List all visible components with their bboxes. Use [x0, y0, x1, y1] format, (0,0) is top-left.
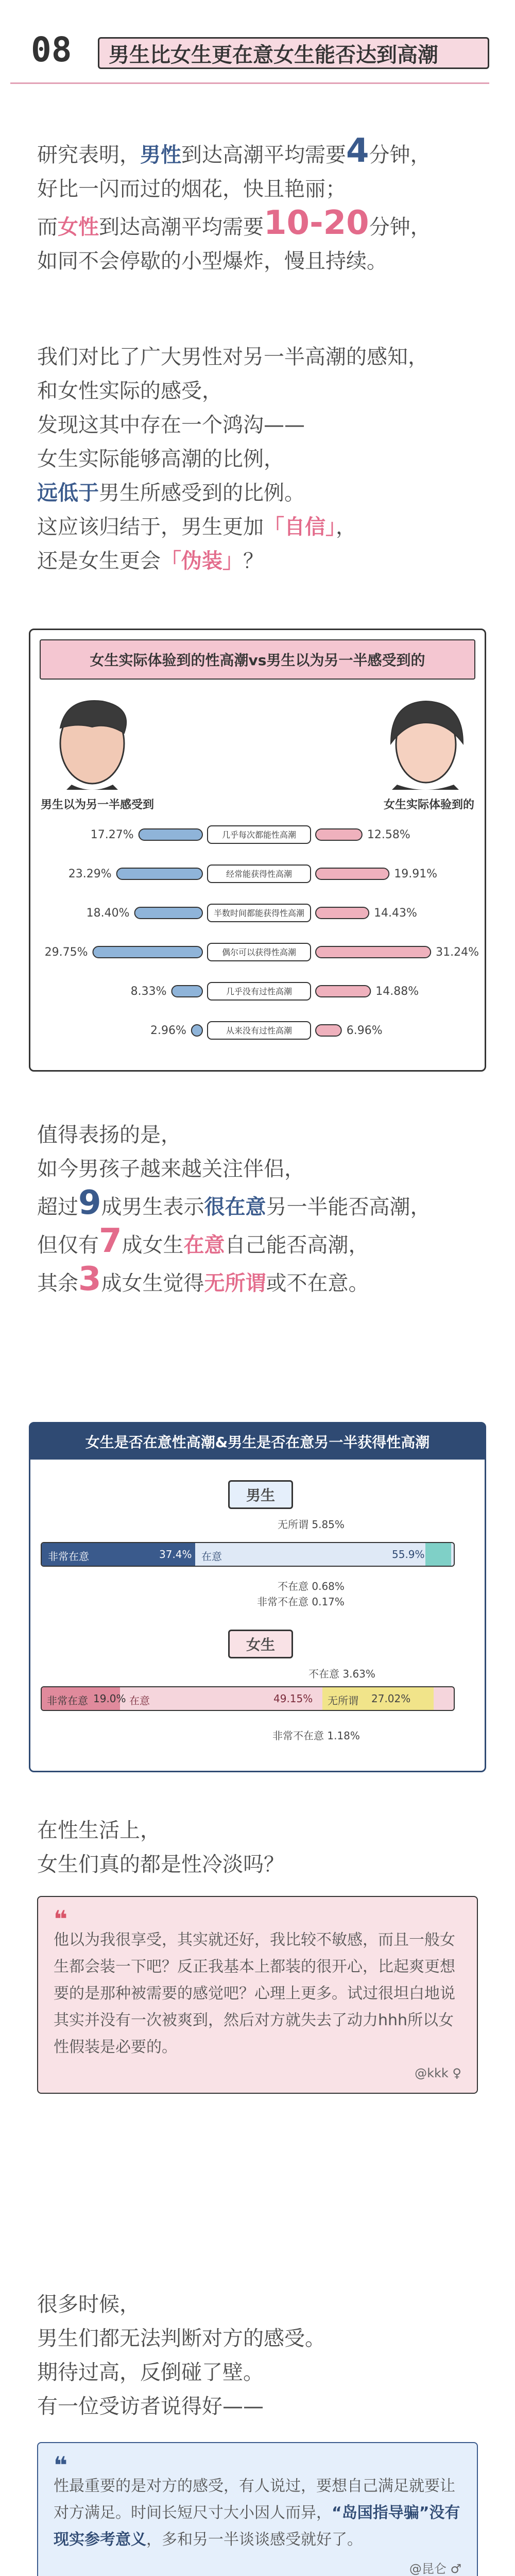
quote-card-female [37, 1896, 478, 2094]
intro-text: 如同不会停歇的小型爆炸，慢且持续。 [37, 249, 387, 273]
paragraph-text: 和女性实际的感受， [37, 379, 222, 403]
male-face-icon [60, 701, 126, 790]
paragraph-text: 成女生 [122, 1233, 184, 1257]
female-indifferent-label: 无所谓 [328, 1694, 358, 1707]
female-care-bar [41, 1686, 455, 1711]
paragraph-text: ？ [243, 549, 264, 573]
section-title: 男生比女生更在意女生能否达到高潮 [109, 43, 438, 67]
quote-author: @kkk ♀ [415, 2066, 461, 2080]
category-label: 半数时间都能获得性高潮 [213, 908, 305, 918]
intro-text: 分钟， [369, 143, 431, 167]
female-value-label: 14.43% [374, 907, 417, 920]
male-bar [139, 829, 202, 840]
quote-card-male [37, 2442, 478, 2576]
female-care-label: 在意 [129, 1694, 150, 1707]
male-value-label: 17.27% [90, 828, 134, 841]
pretend-emphasis: 「伪装」 [161, 549, 243, 573]
male-value-label: 8.33% [130, 985, 167, 998]
female-heading: 女生 [228, 1630, 293, 1658]
category-label: 从来没有过性高潮 [226, 1026, 293, 1036]
chart-care-orgasm [29, 1422, 486, 1772]
male-value-label: 18.40% [86, 907, 130, 920]
chart-title: 女生实际体验到的性高潮vs男生以为另一半感受到的 [40, 639, 475, 680]
paragraph-text: ， [336, 515, 356, 539]
gap-paragraph [0, 340, 515, 578]
paragraph-text: 另一半能否高潮， [266, 1195, 431, 1219]
care-emphasis: 很在意 [204, 1195, 266, 1219]
paragraph-text: 女生们真的都是性冷淡吗？ [37, 1853, 284, 1876]
judge-paragraph [0, 2287, 515, 2424]
paragraph-text: 超过 [37, 1195, 78, 1219]
paragraph-text: 期待过高，反倒碰了壁。 [37, 2361, 264, 2384]
paragraph-text: 很多时候， [37, 2293, 140, 2316]
care-paragraph [0, 1118, 515, 1300]
quote-text: ，多和另一半谈谈感受就好了。 [146, 2531, 363, 2549]
indifferent-emphasis: 无所谓 [204, 1272, 266, 1295]
paragraph-text: 自己能否高潮， [225, 1233, 369, 1257]
male-very-care-label: 非常在意 [48, 1550, 89, 1563]
paragraph-text: 有一位受访者说得好—— [37, 2395, 264, 2418]
quote-text: 性最重要的是对方的感受，有人说过，要想自己满足就要让对方满足。时间长短尺寸大小因人而异， [54, 2477, 455, 2522]
emphasis: 远低于 [37, 481, 99, 505]
title-bar [98, 37, 489, 69]
female-value-label: 14.88% [375, 985, 419, 998]
category-label: 几乎每次都能性高潮 [221, 830, 297, 840]
female-emphasis: 女性 [58, 215, 99, 239]
category-label: 几乎没有过性高潮 [226, 987, 293, 996]
paragraph-text: 成女生觉得 [101, 1272, 204, 1295]
paragraph-text: 发现这其中存在一个鸿沟—— [37, 413, 305, 437]
paragraph-text: 但仅有 [37, 1233, 99, 1257]
care-emphasis: 在意 [183, 1233, 225, 1257]
male-bar [93, 946, 203, 958]
intro-text: 研究表明， [37, 143, 140, 167]
paragraph-text: 男生们都无法判断对方的感受。 [37, 2327, 325, 2350]
section-number: 08 [31, 30, 72, 70]
female-minutes: 10-20 [264, 204, 369, 242]
female-very-care-label: 非常在意 [47, 1694, 88, 1707]
quote-mark-icon: ❝ [54, 2451, 67, 2479]
category-label: 偶尔可以获得性高潮 [221, 947, 297, 957]
quote-author: @昆仑 ♂ [409, 2562, 461, 2576]
female-bar [316, 986, 370, 997]
female-very-care-value: 19.0% [93, 1692, 126, 1705]
male-minutes: 4 [346, 132, 369, 170]
male-bar [117, 868, 202, 879]
female-bar [316, 1025, 341, 1036]
male-emphasis: 男性 [140, 143, 181, 167]
male-heading: 男生 [228, 1480, 293, 1509]
female-bar [316, 829, 362, 840]
female-care-value: 49.15% [273, 1692, 313, 1705]
paragraph-text: 男生所感受到的比例。 [99, 481, 305, 505]
intro-paragraph [0, 134, 515, 278]
female-bar [316, 946, 431, 958]
paragraph-text: 或不在意。 [266, 1272, 369, 1295]
female-value-label: 12.58% [367, 828, 410, 841]
chart-orgasm-perception [29, 629, 486, 1072]
paragraph-text: 在性生活上， [37, 1819, 161, 1842]
male-annot-2: 不在意 0.68% [278, 1580, 345, 1592]
female-ratio: 7 [99, 1222, 122, 1260]
male-bar [172, 986, 203, 997]
male-annot-3: 非常不在意 0.17% [257, 1596, 345, 1608]
male-care-value: 55.9% [392, 1548, 425, 1561]
female-annot-2: 非常不在意 1.18% [272, 1730, 360, 1742]
male-care-label: 在意 [201, 1550, 222, 1563]
quote-text: 他以为我很享受，其实就还好，我比较不敏感，而且一般女生都会装一下吧？反正我基本上都装的很开心，比起爽更想要的是那种被需要的感觉吧？心理上更多。试过很坦白地说其实并没有一次被爽到，然后对方就失去了动力hhh所以女性假装是必要的。 [54, 1931, 455, 2056]
intro-text: 分钟， [369, 215, 431, 239]
rest-ratio: 3 [78, 1260, 101, 1298]
female-value-label: 19.91% [394, 868, 438, 880]
paragraph-text: 如今男孩子越来越关注伴侣， [37, 1157, 305, 1181]
intro-text: 而 [37, 215, 58, 239]
paragraph-text: 成男生表示 [101, 1195, 204, 1219]
header-underline [10, 82, 489, 84]
intro-text: 到达高潮平均需要 [99, 215, 264, 239]
male-perception-label: 男生以为另一半感受到 [41, 799, 154, 811]
male-bar [192, 1025, 202, 1036]
paragraph-text: 女生实际能够高潮的比例， [37, 447, 284, 471]
intro-text: 到达高潮平均需要 [181, 143, 346, 167]
quote-emphasis: “岛国指导骗”没有现实参考意义 [54, 2504, 460, 2549]
paragraph-text: 这应该归结于，男生更加 [37, 515, 264, 539]
male-value-label: 2.96% [150, 1024, 186, 1037]
female-face-icon [391, 701, 463, 790]
intro-text: 好比一闪而过的烟花，快且艳丽； [37, 177, 346, 201]
orgasm-bar-chart [30, 816, 488, 1063]
paragraph-text: 我们对比了广大男性对另一半高潮的感知， [37, 345, 428, 369]
female-bar [316, 868, 389, 879]
male-annot-1: 无所谓 5.85% [278, 1518, 345, 1531]
chart2-title: 女生是否在意性高潮&男生是否在意另一半获得性高潮 [30, 1423, 485, 1460]
female-bar [316, 907, 369, 919]
female-annot-1: 不在意 3.63% [308, 1668, 375, 1680]
male-value-label: 29.75% [44, 946, 88, 959]
category-label: 经常能获得性高潮 [226, 869, 293, 879]
male-value-label: 23.29% [68, 868, 112, 880]
paragraph-text: 值得表扬的是， [37, 1123, 181, 1147]
male-indifferent-segment [425, 1543, 451, 1566]
quote-mark-icon: ❝ [54, 1905, 67, 1933]
question-paragraph [0, 1814, 515, 1882]
paragraph-text: 其余 [37, 1272, 78, 1295]
faces-illustration [30, 687, 488, 790]
section-header [0, 21, 515, 82]
confident-emphasis: 「自信」 [264, 515, 336, 539]
male-very-care-value: 37.4% [159, 1548, 192, 1561]
female-actual-label: 女生实际体验到的 [383, 799, 474, 811]
male-bar [135, 907, 202, 919]
female-indifferent-value: 27.02% [371, 1692, 411, 1705]
female-value-label: 6.96% [346, 1024, 383, 1037]
male-ratio: 9 [78, 1184, 101, 1222]
male-care-bar [41, 1542, 455, 1567]
paragraph-text: 还是女生更会 [37, 549, 161, 573]
female-value-label: 31.24% [436, 946, 479, 959]
